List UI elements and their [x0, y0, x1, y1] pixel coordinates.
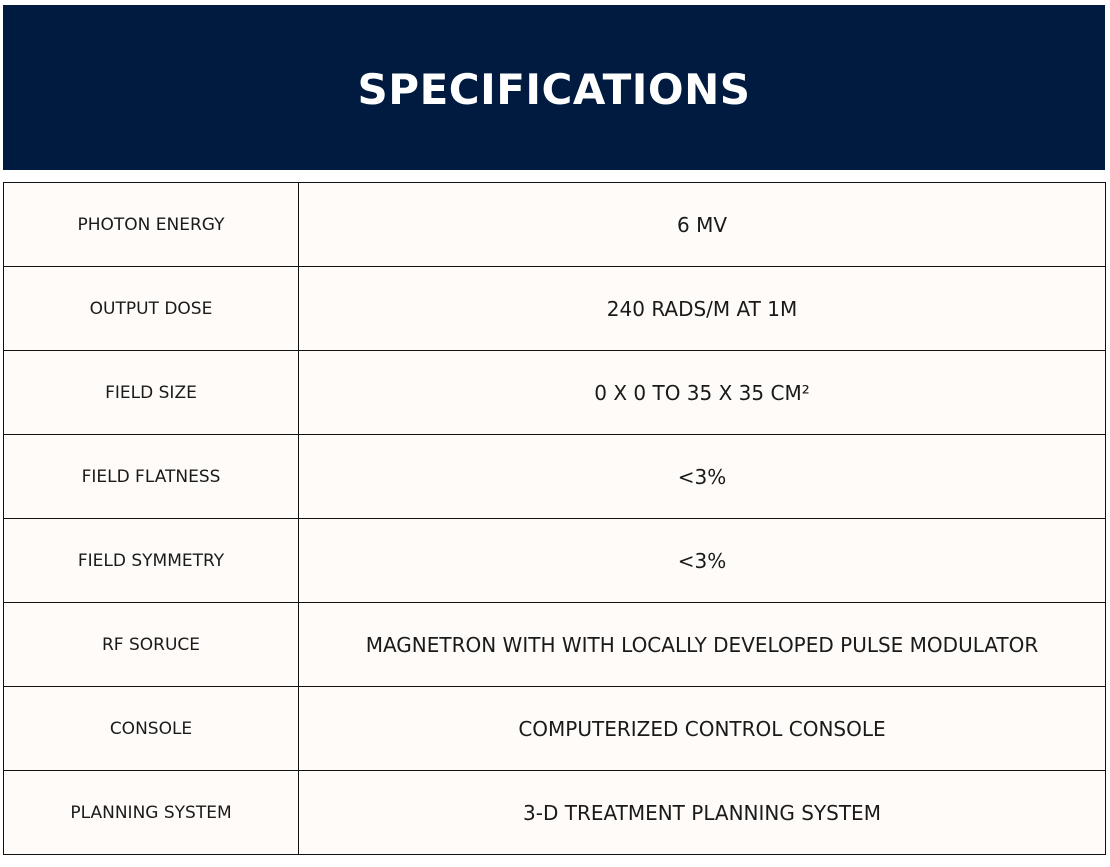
table-row [4, 687, 1106, 771]
specifications-table [3, 182, 1106, 855]
table-row [4, 519, 1106, 603]
spec-value: <3% [299, 435, 1106, 519]
spec-value: 0 X 0 TO 35 X 35 CM² [299, 351, 1106, 435]
spec-label: PLANNING SYSTEM [4, 771, 299, 855]
spec-value: COMPUTERIZED CONTROL CONSOLE [299, 687, 1106, 771]
spec-label: CONSOLE [4, 687, 299, 771]
spec-label: PHOTON ENERGY [4, 183, 299, 267]
page-title: SPECIFICATIONS [357, 64, 751, 114]
spec-label: FIELD FLATNESS [4, 435, 299, 519]
table-row [4, 351, 1106, 435]
spec-label: FIELD SYMMETRY [4, 519, 299, 603]
spec-value: MAGNETRON WITH WITH LOCALLY DEVELOPED PULSE MODULATOR [299, 603, 1106, 687]
spec-value: <3% [299, 519, 1106, 603]
table-row [4, 603, 1106, 687]
spec-label: FIELD SIZE [4, 351, 299, 435]
spec-label: OUTPUT DOSE [4, 267, 299, 351]
spec-label: RF SORUCE [4, 603, 299, 687]
table-row [4, 435, 1106, 519]
specifications-header [3, 5, 1105, 170]
spec-value: 6 MV [299, 183, 1106, 267]
table-row [4, 771, 1106, 855]
spec-value: 3-D TREATMENT PLANNING SYSTEM [299, 771, 1106, 855]
table-row [4, 267, 1106, 351]
spec-value: 240 RADS/M AT 1M [299, 267, 1106, 351]
table-row [4, 183, 1106, 267]
